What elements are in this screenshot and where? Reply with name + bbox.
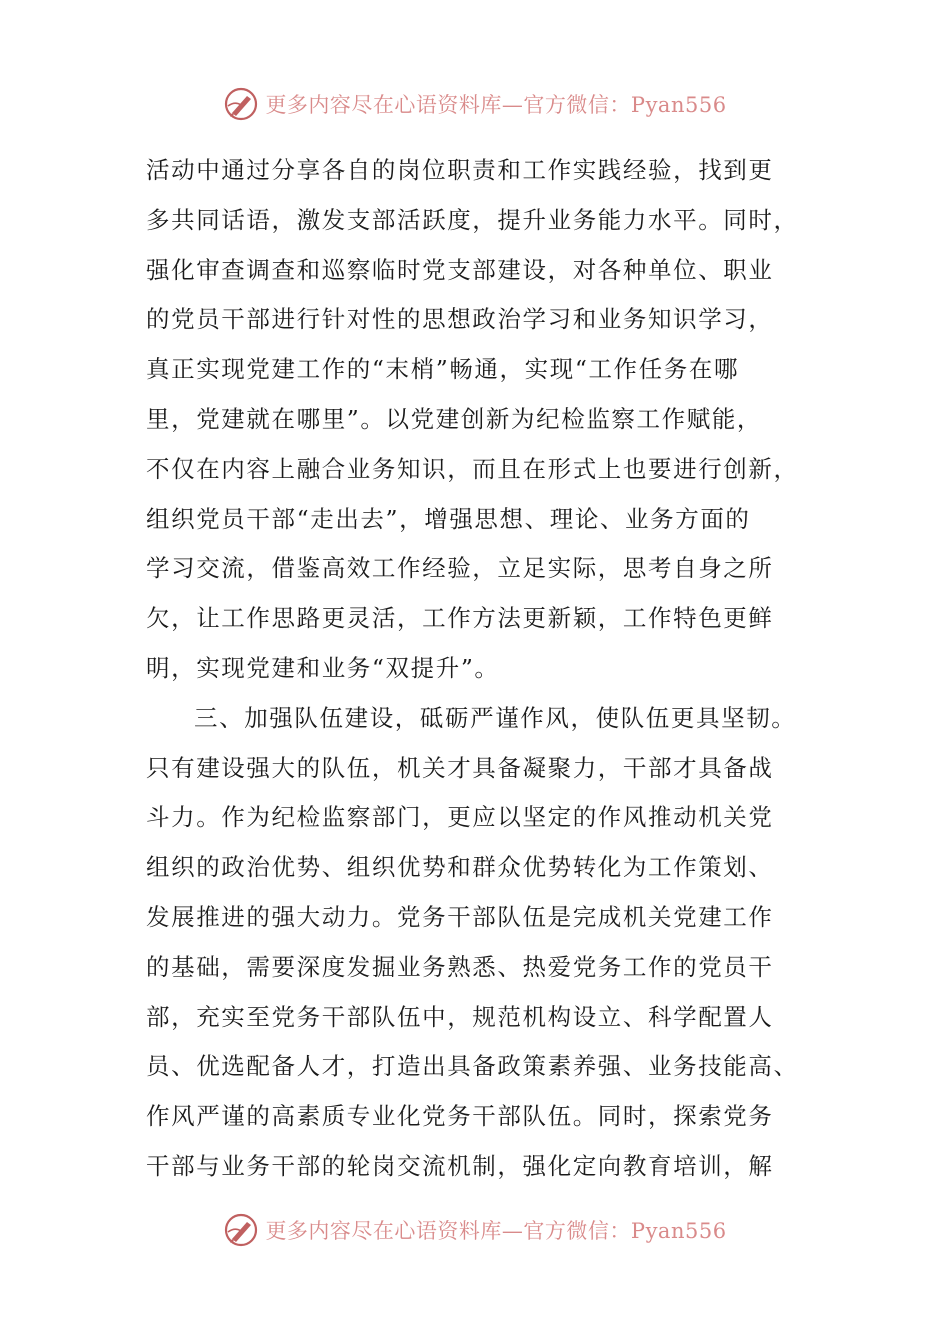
body-line: 不仅在内容上融合业务知识，而且在形式上也要进行创新， bbox=[146, 454, 799, 483]
body-line: 明，实现党建和业务“双提升”。 bbox=[146, 653, 500, 682]
body-line: 发展推进的强大动力。党务干部队伍是完成机关党建工作 bbox=[146, 902, 774, 931]
body-line: 里，党建就在哪里”。以党建创新为纪检监察工作赋能， bbox=[146, 404, 763, 433]
pen-logo-icon bbox=[223, 86, 259, 122]
body-line: 组织党员干部“走出去”，增强思想、理论、业务方面的 bbox=[146, 504, 751, 533]
body-line: 部，充实至党务干部队伍中，规范机构设立、科学配置人 bbox=[146, 1002, 774, 1031]
footer-watermark-text: 更多内容尽在心语资料库—官方微信：Pyan556 bbox=[265, 1219, 727, 1243]
footer-watermark bbox=[0, 1208, 950, 1252]
body-line: 员、优选配备人才，打造出具备政策素养强、业务技能高、 bbox=[146, 1052, 799, 1081]
body-line: 组织的政治优势、组织优势和群众优势转化为工作策划、 bbox=[146, 853, 774, 882]
body-line: 多共同话语，激发支部活跃度，提升业务能力水平。同时， bbox=[146, 205, 799, 234]
body-line: 斗力。作为纪检监察部门，更应以坚定的作风推动机关党 bbox=[146, 803, 774, 832]
document-body bbox=[146, 146, 806, 1192]
header-watermark-text: 更多内容尽在心语资料库—官方微信：Pyan556 bbox=[265, 93, 727, 117]
header-watermark bbox=[0, 82, 950, 126]
body-line: 真正实现党建工作的“末梢”畅通，实现“工作任务在哪 bbox=[146, 355, 740, 384]
section-heading-line: 三、加强队伍建设，砥砺严谨作风，使队伍更具坚韧。 bbox=[194, 703, 797, 732]
body-line: 活动中通过分享各自的岗位职责和工作实践经验，找到更 bbox=[146, 156, 774, 184]
body-line: 作风严谨的高素质专业化党务干部队伍。同时，探索党务 bbox=[146, 1102, 774, 1131]
pen-logo-icon bbox=[223, 1212, 259, 1248]
body-line: 欠，让工作思路更灵活，工作方法更新颖，工作特色更鲜 bbox=[146, 604, 774, 633]
body-line: 强化审查调查和巡察临时党支部建设，对各种单位、职业 bbox=[146, 255, 774, 284]
body-line: 的党员干部进行针对性的思想政治学习和业务知识学习， bbox=[146, 305, 774, 334]
body-line: 干部与业务干部的轮岗交流机制，强化定向教育培训，解 bbox=[146, 1151, 774, 1180]
body-line: 学习交流，借鉴高效工作经验，立足实际，思考自身之所 bbox=[146, 554, 774, 583]
body-line: 只有建设强大的队伍，机关才具备凝聚力，干部才具备战 bbox=[146, 753, 774, 782]
body-line: 的基础，需要深度发掘业务熟悉、热爱党务工作的党员干 bbox=[146, 952, 774, 981]
